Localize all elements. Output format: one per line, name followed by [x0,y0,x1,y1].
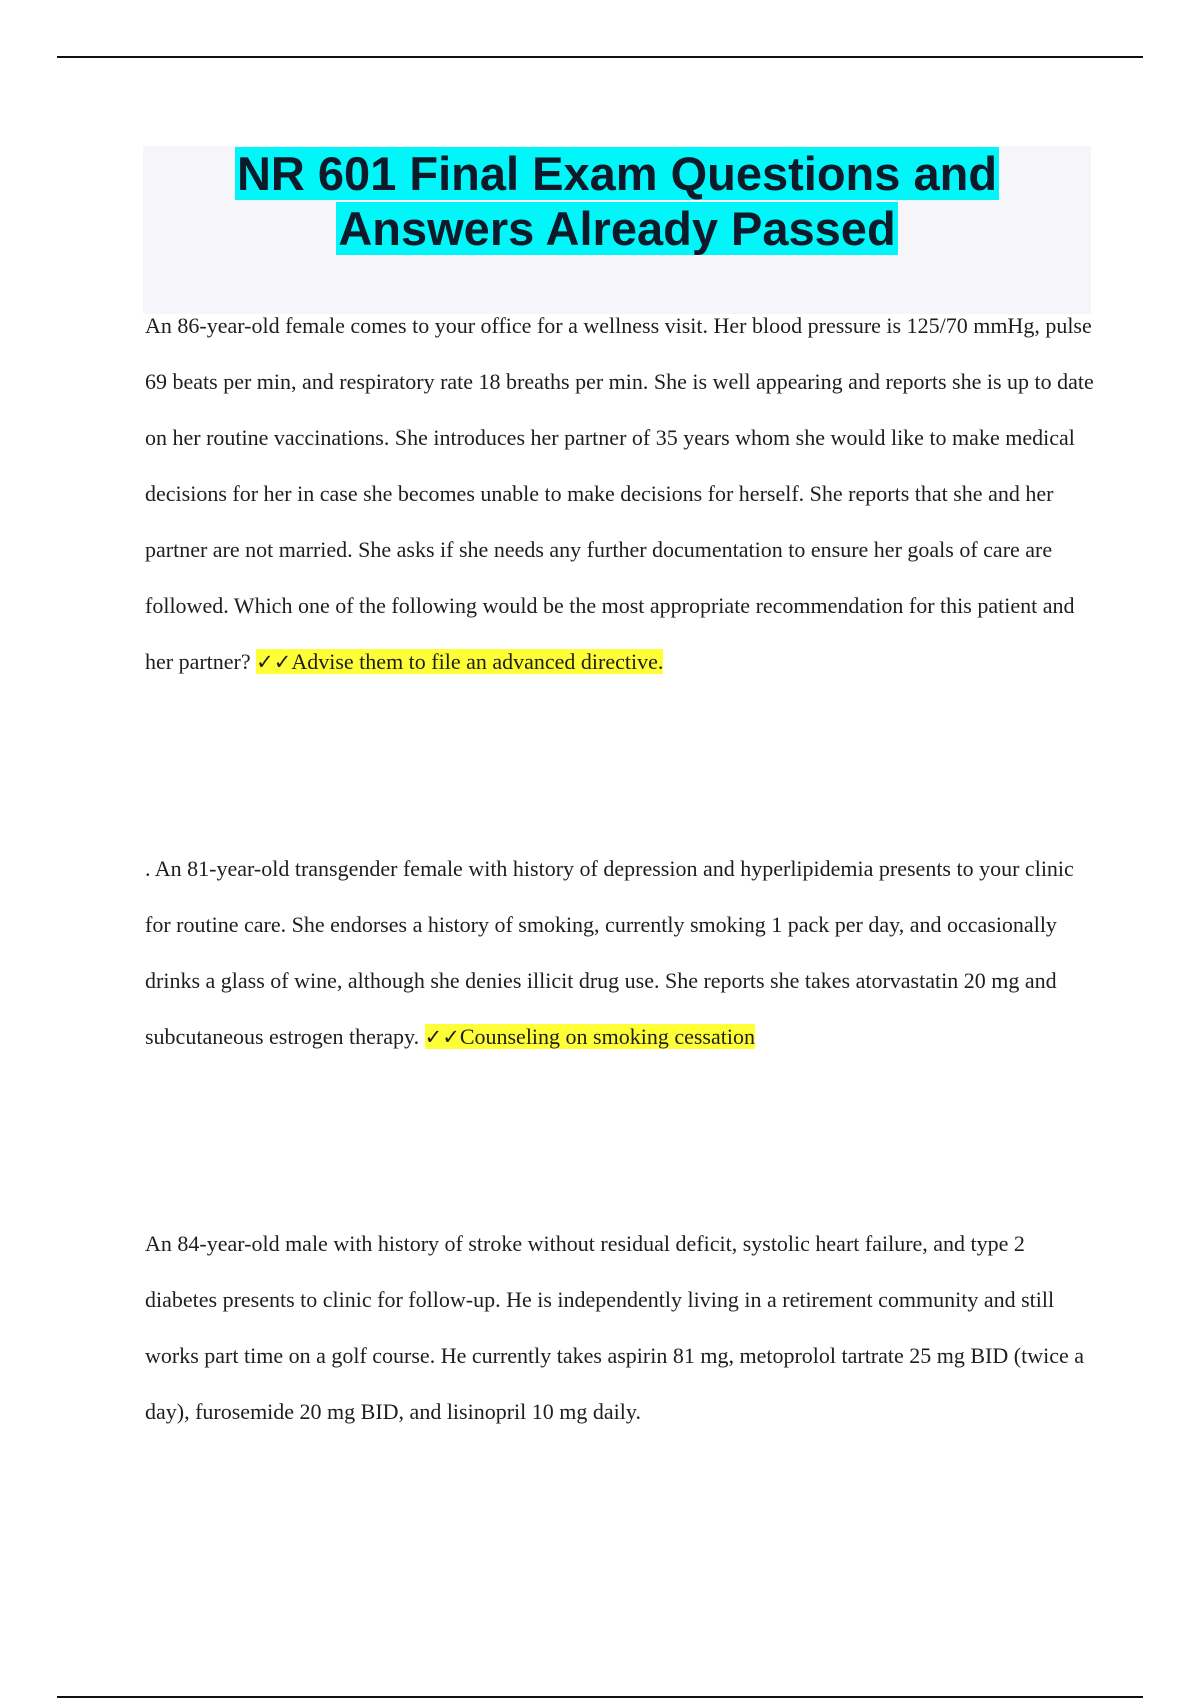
question-3-text: An 84-year-old male with history of stroke without residual deficit, systolic heart failure, and type 2 diabetes presents to clinic for follow-up. He is independently living in a retirement community and still works part time on a golf course. He currently takes aspirin 81 mg, metoprolol tartrate 25 mg BID (twice a day), furosemide 20 mg BID, and lisinopril 10 mg daily. [145,1231,1085,1424]
question-1 [145,298,1095,690]
title-line-2: Answers Already Passed [338,202,896,255]
answer-1 [256,649,663,674]
top-rule [57,56,1143,58]
question-1-text: An 86-year-old female comes to your office for a wellness visit. Her blood pressure is 125/70 mmHg, pulse 69 beats per min, and respiratory rate 18 breaths per min. She is well appearing and reports she is up to date on her routine vaccinations. She introduces her partner of 35 years whom she would like to make medical decisions for her in case she becomes unable to make decisions for herself. She reports that she and her partner are not married. She asks if she needs any further documentation to ensure her goals of care are followed. Which one of the following would be the most appropriate recommendation for this patient and her partner? [145,313,1094,674]
title-box [143,146,1091,314]
title-line-1: NR 601 Final Exam Questions and [236,147,998,200]
question-2 [145,841,1095,1065]
answer-2 [425,1024,755,1049]
check-icon: ✓✓ [424,1025,460,1049]
question-2-text: . An 81-year-old transgender female with history of depression and hyperlipidemia presents to your clinic for routine care. She endorses a history of smoking, currently smoking 1 pack per day, and occasionally drinks a glass of wine, although she denies illicit drug use. She reports she takes atorvastatin 20 mg and subcutaneous estrogen therapy. [145,856,1074,1049]
page-title [235,146,999,256]
check-icon: ✓✓ [256,650,292,674]
question-3 [145,1216,1095,1440]
bottom-rule [57,1696,1143,1698]
answer-2-text: Counseling on smoking cessation [459,1024,755,1049]
answer-1-text: Advise them to file an advanced directive. [291,649,664,674]
